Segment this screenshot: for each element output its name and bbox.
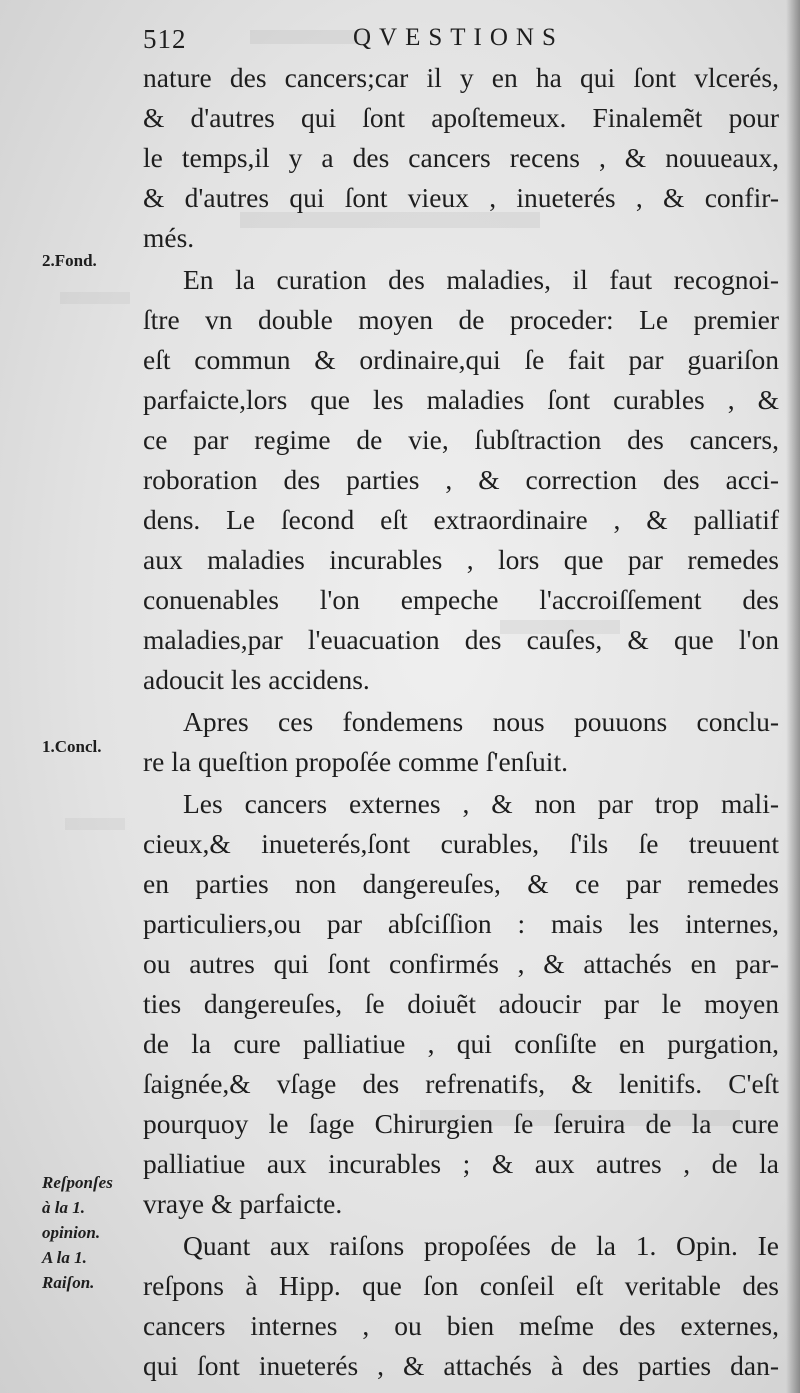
text-line: ſaignée,& vſage des refrenatifs, & lenitifs. C'eſt — [143, 1068, 779, 1099]
text-line: ties dangereuſes, ſe doiuẽt adoucir par le moyen — [143, 988, 779, 1019]
page-header — [143, 20, 783, 60]
text-line: nature des cancers;car il y en ha qui ſont vlcerés, — [143, 62, 779, 93]
text-line: vraye & parfaicte. — [143, 1188, 343, 1219]
text-line: de la cure palliatiue , qui conſiſte en purgation, — [143, 1028, 779, 1059]
text-line: qui ſont inueterés , & attachés à des parties dan- — [143, 1350, 779, 1381]
text-line: dens. Le ſecond eſt extraordinaire , & palliatif — [143, 504, 779, 535]
text-line: cieux,& inueterés,ſont curables, ſ'ils ſe treuuent — [143, 828, 779, 859]
text-line: roboration des parties , & correction des acci- — [143, 464, 779, 495]
text-line: cancers internes , ou bien meſme des externes, — [143, 1310, 779, 1341]
text-line: palliatiue aux incurables ; & aux autres , de la — [143, 1148, 779, 1179]
text-line: particuliers,ou par abſciſſion : mais les internes, — [143, 908, 779, 939]
text-line: conuenables l'on empeche l'accroiſſement des — [143, 584, 779, 615]
margin-note-concl: 1.Concl. — [42, 737, 102, 756]
page-number: 512 — [143, 24, 187, 54]
text-line: ou autres qui ſont confirmés , & attachés en par- — [143, 948, 779, 979]
show-through-smudge — [65, 818, 125, 830]
text-line: & d'autres qui ſont apoſtemeux. Finalemẽt pour — [143, 102, 779, 133]
text-line: ce par regime de vie, ſubſtraction des cancers, — [143, 424, 779, 455]
text-line: ſtre vn double moyen de proceder: Le premier — [143, 304, 779, 335]
text-line: & d'autres qui ſont vieux , inueterés , & confir- — [143, 182, 779, 213]
show-through-smudge — [60, 292, 130, 304]
text-line: més. — [143, 222, 195, 253]
text-line: pourquoy le ſage Chirurgien ſe ſeruira de la cure — [143, 1108, 779, 1139]
text-line: le temps,il y a des cancers recens , & nouueaux, — [143, 142, 779, 173]
text-line: Quant aux raiſons propoſées de la 1. Opin. Ie — [183, 1230, 779, 1261]
margin-note-responses: Reſponſes à la 1. opinion. A la 1. Raiſon. — [42, 1173, 113, 1292]
text-line: parfaicte,lors que les maladies ſont curables , & — [143, 384, 779, 415]
running-head: QVESTIONS — [353, 24, 564, 51]
text-line: adoucit les accidens. — [143, 664, 370, 695]
text-line: maladies,par l'euacuation des cauſes, & que l'on — [143, 624, 779, 655]
text-line: Les cancers externes , & non par trop mali- — [183, 788, 779, 819]
text-line: Apres ces fondemens nous pouuons conclu- — [183, 706, 779, 737]
text-line: En la curation des maladies, il faut recognoi- — [183, 264, 779, 295]
page-edge-shadow — [786, 0, 800, 1393]
text-line: re la queſtion propoſée comme ſ'enſuit. — [143, 746, 568, 777]
text-line: en parties non dangereuſes, & ce par remedes — [143, 868, 779, 899]
margin-note-fond: 2.Fond. — [42, 251, 97, 270]
text-line: aux maladies incurables , lors que par remedes — [143, 544, 779, 575]
text-line: reſpons à Hipp. que ſon conſeil eſt veritable des — [143, 1270, 779, 1301]
text-line: eſt commun & ordinaire,qui ſe fait par guariſon — [143, 344, 779, 375]
